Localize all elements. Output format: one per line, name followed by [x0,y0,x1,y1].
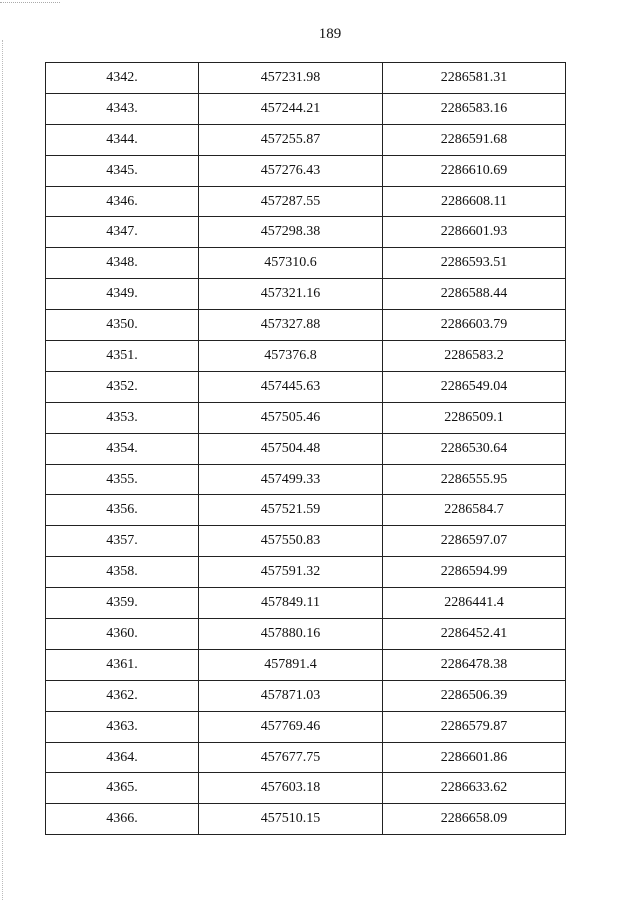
y-coordinate-cell: 2286452.41 [383,619,566,650]
x-coordinate-cell: 457321.16 [199,279,383,310]
point-number-cell: 4359. [46,588,199,619]
table-row [46,341,566,372]
y-coordinate-cell: 2286583.2 [383,341,566,372]
y-coordinate-cell: 2286579.87 [383,711,566,742]
table-row [46,680,566,711]
x-coordinate-cell: 457310.6 [199,248,383,279]
point-number-cell: 4348. [46,248,199,279]
table-row [46,804,566,835]
y-coordinate-cell: 2286601.93 [383,217,566,248]
table-row [46,742,566,773]
y-coordinate-cell: 2286594.99 [383,557,566,588]
page-number: 189 [318,26,342,42]
y-coordinate-cell: 2286549.04 [383,371,566,402]
point-number-cell: 4364. [46,742,199,773]
table-row [46,711,566,742]
point-number-cell: 4365. [46,773,199,804]
table-row [46,495,566,526]
table-row [46,186,566,217]
y-coordinate-cell: 2286581.31 [383,63,566,94]
x-coordinate-cell: 457287.55 [199,186,383,217]
y-coordinate-cell: 2286591.68 [383,124,566,155]
point-number-cell: 4346. [46,186,199,217]
table-row [46,248,566,279]
table-row [46,773,566,804]
y-coordinate-cell: 2286555.95 [383,464,566,495]
table-row [46,371,566,402]
x-coordinate-cell: 457591.32 [199,557,383,588]
x-coordinate-cell: 457231.98 [199,63,383,94]
table-row [46,279,566,310]
y-coordinate-cell: 2286509.1 [383,402,566,433]
x-coordinate-cell: 457880.16 [199,619,383,650]
table-row [46,649,566,680]
y-coordinate-cell: 2286441.4 [383,588,566,619]
point-number-cell: 4358. [46,557,199,588]
x-coordinate-cell: 457510.15 [199,804,383,835]
y-coordinate-cell: 2286584.7 [383,495,566,526]
point-number-cell: 4360. [46,619,199,650]
y-coordinate-cell: 2286633.62 [383,773,566,804]
point-number-cell: 4355. [46,464,199,495]
table-row [46,433,566,464]
point-number-cell: 4343. [46,93,199,124]
y-coordinate-cell: 2286610.69 [383,155,566,186]
y-coordinate-cell: 2286608.11 [383,186,566,217]
point-number-cell: 4353. [46,402,199,433]
x-coordinate-cell: 457298.38 [199,217,383,248]
y-coordinate-cell: 2286530.64 [383,433,566,464]
table-row [46,402,566,433]
point-number-cell: 4361. [46,649,199,680]
x-coordinate-cell: 457376.8 [199,341,383,372]
x-coordinate-cell: 457276.43 [199,155,383,186]
table-row [46,63,566,94]
table-row [46,155,566,186]
point-number-cell: 4349. [46,279,199,310]
x-coordinate-cell: 457255.87 [199,124,383,155]
table-row [46,217,566,248]
table-body [46,63,566,835]
x-coordinate-cell: 457505.46 [199,402,383,433]
y-coordinate-cell: 2286601.86 [383,742,566,773]
point-number-cell: 4344. [46,124,199,155]
x-coordinate-cell: 457244.21 [199,93,383,124]
y-coordinate-cell: 2286478.38 [383,649,566,680]
point-number-cell: 4351. [46,341,199,372]
table-row [46,124,566,155]
coordinates-table [45,62,566,835]
x-coordinate-cell: 457677.75 [199,742,383,773]
table-row [46,588,566,619]
x-coordinate-cell: 457871.03 [199,680,383,711]
point-number-cell: 4357. [46,526,199,557]
table-row [46,310,566,341]
table-row [46,526,566,557]
point-number-cell: 4366. [46,804,199,835]
y-coordinate-cell: 2286603.79 [383,310,566,341]
y-coordinate-cell: 2286597.07 [383,526,566,557]
point-number-cell: 4345. [46,155,199,186]
table-row [46,557,566,588]
x-coordinate-cell: 457891.4 [199,649,383,680]
point-number-cell: 4342. [46,63,199,94]
x-coordinate-cell: 457504.48 [199,433,383,464]
x-coordinate-cell: 457445.63 [199,371,383,402]
y-coordinate-cell: 2286506.39 [383,680,566,711]
point-number-cell: 4350. [46,310,199,341]
table-row [46,464,566,495]
x-coordinate-cell: 457769.46 [199,711,383,742]
point-number-cell: 4356. [46,495,199,526]
x-coordinate-cell: 457327.88 [199,310,383,341]
y-coordinate-cell: 2286658.09 [383,804,566,835]
point-number-cell: 4347. [46,217,199,248]
table-row [46,619,566,650]
y-coordinate-cell: 2286593.51 [383,248,566,279]
scan-edge-left [2,40,4,900]
x-coordinate-cell: 457603.18 [199,773,383,804]
x-coordinate-cell: 457521.59 [199,495,383,526]
point-number-cell: 4362. [46,680,199,711]
point-number-cell: 4363. [46,711,199,742]
scan-edge-top [0,2,60,4]
x-coordinate-cell: 457849.11 [199,588,383,619]
x-coordinate-cell: 457499.33 [199,464,383,495]
y-coordinate-cell: 2286583.16 [383,93,566,124]
point-number-cell: 4352. [46,371,199,402]
point-number-cell: 4354. [46,433,199,464]
x-coordinate-cell: 457550.83 [199,526,383,557]
y-coordinate-cell: 2286588.44 [383,279,566,310]
table-row [46,93,566,124]
